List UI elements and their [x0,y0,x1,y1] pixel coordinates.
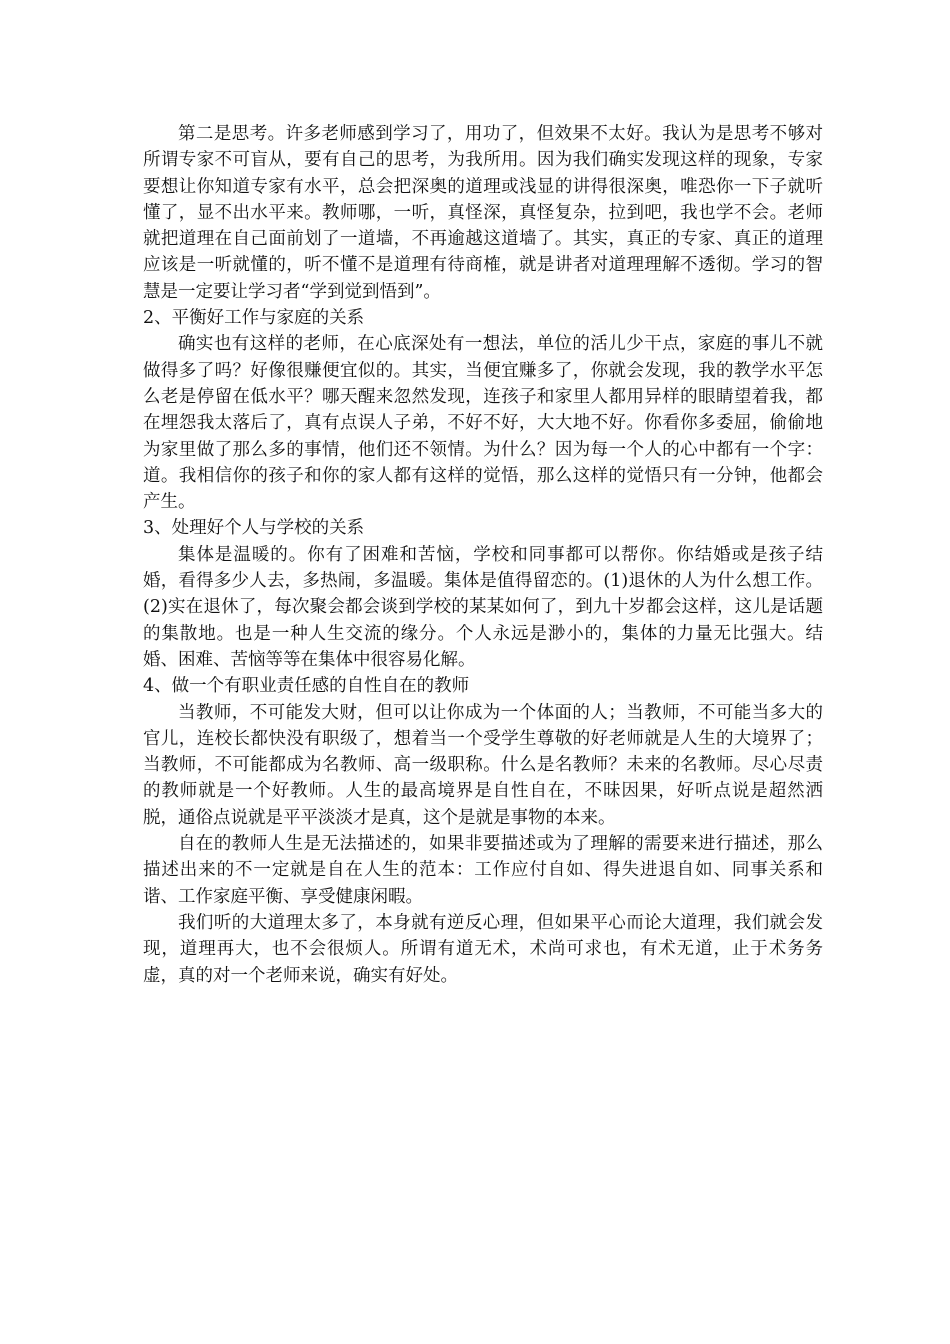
paragraph-work-family: 确实也有这样的老师，在心底深处有一想法，单位的活儿少干点，家庭的事儿不就做得多了吗？好像很赚便宜似的。其实，当便宜赚多了，你就会发现，我的教学水平怎么老是停留在低水平？哪天醒来忽然发现，连孩子和家里人都用异样的眼睛望着我，都在埋怨我太落后了，真有点误人子弟，不好不好，大大地不好。你看你多委屈，偷偷地为家里做了那么多的事情，他们还不领情。为什么？因为每一个人的心中都有一个字：道。我相信你的孩子和你的家人都有这样的觉悟，那么这样的觉悟只有一分钟，他都会产生。 [143,334,823,513]
section-heading-responsible-teacher: 4、做一个有职业责任感的自性自在的教师 [143,676,470,697]
paragraph-teacher-dignity: 当教师，不可能发大财，但可以让你成为一个体面的人；当教师，不可能当多大的官儿，连校长都快没有职级了，想着当一个受学生尊敬的好老师就是人生的大境界了；当教师，不可能都成为名教师、高一级职称。什么是名教师？未来的名教师。尽心尽责的教师就是一个好教师。人生的最高境界是自性自在，不昧因果，好听点说是超然洒脱，通俗点说就是平平淡淡才是真，这个是就是事物的本来。 [143,702,823,828]
section-heading-work-family: 2、平衡好工作与家庭的关系 [143,308,365,329]
paragraph-big-principles: 我们听的大道理太多了，本身就有逆反心理，但如果平心而论大道理，我们就会发现，道理再大，也不会很烦人。所谓有道无术，术尚可求也，有术无道，止于术务务虚，真的对一个老师来说，确实有好处。 [143,912,823,986]
paragraph-individual-school: 集体是温暖的。你有了困难和苦恼，学校和同事都可以帮你。你结婚或是孩子结婚，看得多少人去，多热闹，多温暖。集体是值得留恋的。(1)退休的人为什么想工作。(2)实在退休了，每次聚会都会谈到学校的某某如何了，到九十岁都会这样，这儿是话题的集散地。也是一种人生交流的缘分。个人永远是渺小的，集体的力量无比强大。结婚、困难、苦恼等等在集体中很容易化解。 [143,544,823,670]
section-heading-individual-school: 3、处理好个人与学校的关系 [143,518,365,539]
paragraph-thinking: 第二是思考。许多老师感到学习了，用功了，但效果不太好。我认为是思考不够对所谓专家不可盲从，要有自己的思考，为我所用。因为我们确实发现这样的现象，专家要想让你知道专家有水平，总会把深奥的道理或浅显的讲得很深奥，唯恐你一下子就听懂了，显不出水平来。教师哪，一听，真怪深，真怪复杂，拉到吧，我也学不会。老师就把道理在自己面前划了一道墙，不再逾越这道墙了。其实，真正的专家、真正的道理应该是一听就懂的，听不懂不是道理有待商榷，就是讲者对道理理解不透彻。学习的智慧是一定要让学习者“学到觉到悟到”。 [143,124,823,302]
paragraph-free-teacher-life: 自在的教师人生是无法描述的，如果非要描述或为了理解的需要来进行描述，那么描述出来的不一定就是自在人生的范本：工作应付自如、得失进退自如、同事关系和谐、工作家庭平衡、享受健康闲暇。 [143,834,823,907]
document-page [143,121,823,989]
